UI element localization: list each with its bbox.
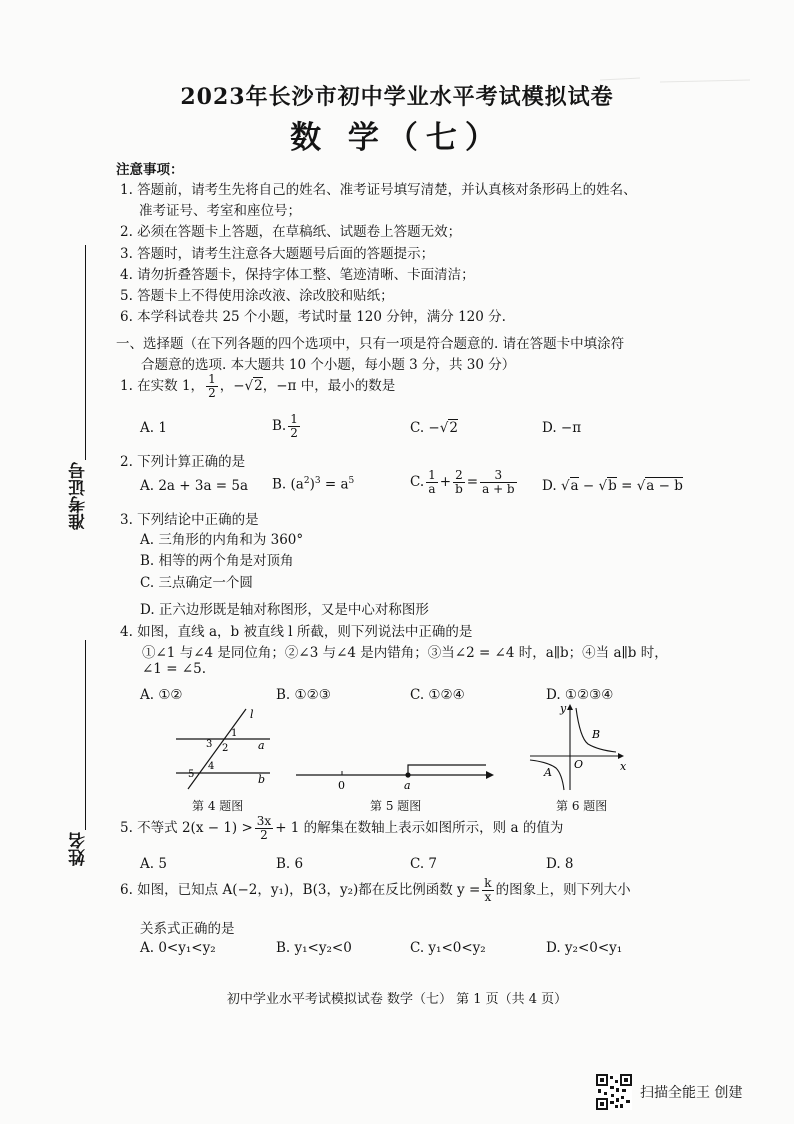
q2-d-r2: b — [608, 478, 617, 494]
q6-option-b: B. y₁<y₂<0 — [276, 940, 352, 956]
tick-label-a: a — [404, 779, 411, 792]
q1-option-a: A. 1 — [140, 420, 167, 436]
q2-c-d2: b — [455, 482, 463, 496]
sqrt-sign: √ — [560, 478, 570, 494]
angle-label-4: 4 — [208, 761, 215, 772]
q1-fraction — [206, 373, 218, 400]
note-item-1-cont: 准考证号、考室和座位号； — [139, 203, 301, 219]
q5-option-a: A. 5 — [140, 856, 167, 872]
note-item-1: 1. 答题前，请考生先将自己的姓名、准考证号填写清楚，并认真核对条形码上的姓名、 — [120, 182, 637, 198]
sqrt-sign: √ — [636, 478, 646, 494]
axis-label-x: x — [620, 760, 627, 773]
q2-b-exp1: 2 — [303, 476, 310, 486]
q2-d-minus: − — [578, 478, 599, 494]
arrow-icon — [486, 771, 494, 779]
note-item-2: 2. 必须在答题卡上答题，在草稿纸、试题卷上答题无效； — [120, 224, 462, 240]
q3-option-c: C. 三点确定一个圆 — [140, 575, 253, 591]
q2-b-eq: = a — [320, 476, 349, 493]
note-item-3: 3. 答题时，请考生注意各大题题号后面的答题提示； — [120, 246, 435, 262]
note-item-6: 6. 本学科试卷共 25 个小题，考试时量 120 分钟，满分 120 分. — [120, 309, 506, 325]
q2-c-n3: 3 — [480, 469, 517, 483]
q1-stem — [120, 372, 395, 400]
q4-option-a: A. ①② — [140, 687, 183, 703]
name-label: 姓名 — [69, 832, 89, 866]
exam-id-underline — [85, 245, 86, 460]
q4-option-b: B. ①②③ — [276, 687, 331, 703]
q5-frac-den: 2 — [260, 828, 268, 842]
q5-fraction — [255, 815, 273, 842]
q2-c-d1: a — [428, 482, 436, 496]
q5-option-d: D. 8 — [546, 856, 574, 872]
q5-stem — [120, 814, 563, 842]
solution-ray — [408, 765, 486, 775]
q5-option-b: B. 6 — [276, 856, 304, 872]
q5-frac-num: 3x — [256, 814, 272, 828]
q2-d-r1: a — [570, 478, 579, 494]
section1-line1: 一、选择题（在下列各题的四个选项中，只有一项是符合题意的. 请在答题卡中填涂符 — [116, 336, 625, 352]
y-axis-arrow-icon — [567, 704, 573, 710]
q1-c-prefix: C. − — [410, 420, 440, 436]
page-subtitle: 数 学（七） — [290, 120, 504, 156]
q2-c-prefix: C. — [410, 474, 425, 490]
sqrt-sign: √ — [598, 478, 608, 494]
q2-b-exp2: 3 — [314, 476, 321, 486]
figure-4-caption: 第 4 题图 — [192, 799, 244, 813]
point-label-b: B — [592, 728, 601, 741]
q6-option-d: D. y₂<0<y₁ — [546, 940, 623, 956]
x-axis-arrow-icon — [618, 753, 624, 759]
qr-code-icon — [596, 1074, 632, 1110]
label-b: b — [258, 773, 266, 786]
q2-c-frac3 — [480, 469, 517, 496]
q2-c-frac1 — [426, 469, 438, 496]
point-label-a: A — [544, 766, 552, 779]
q1-b-den: 2 — [290, 426, 298, 440]
q2-d-prefix: D. — [542, 478, 561, 494]
q6-option-a: A. 0<y₁<y₂ — [140, 940, 216, 956]
label-a: a — [258, 739, 265, 752]
q2-c-n1: 1 — [428, 468, 436, 482]
name-underline — [85, 640, 86, 830]
section1-line2: 合题意的选项. 本大题共 10 个小题，每小题 3 分，共 30 分） — [141, 357, 516, 373]
q1-c-radicand: 2 — [449, 420, 458, 436]
q3-option-d: D. 正六边形既是轴对称图形，又是中心对称图形 — [140, 602, 429, 618]
q2-c-n2: 2 — [453, 469, 465, 483]
q4-option-d: D. ①②③④ — [546, 687, 614, 703]
q6-fraction — [482, 877, 493, 904]
axis-label-y: y — [560, 702, 567, 715]
q2-b-exp3: 5 — [348, 476, 355, 486]
q6-stem-2: 关系式正确的是 — [140, 921, 235, 937]
angle-label-2: 2 — [222, 743, 229, 754]
q3-option-b: B. 相等的两个角是对顶角 — [140, 553, 294, 569]
scanner-watermark: 扫描全能王 创建 — [640, 1085, 743, 1101]
angle-label-5: 5 — [188, 769, 195, 780]
q2-option-d — [542, 478, 683, 494]
q6-frac-den: x — [484, 890, 492, 904]
q6-option-c: C. y₁<0<y₂ — [410, 940, 486, 956]
q5-option-c: C. 7 — [410, 856, 438, 872]
note-item-5: 5. 答题卡上不得使用涂改液、涂改胶和贴纸； — [120, 288, 394, 304]
q1-b-fraction — [288, 413, 300, 440]
q6-stem-b: 的图象上，则下列大小 — [495, 882, 631, 898]
q2-c-eq: = — [466, 474, 479, 490]
q2-option-b — [272, 476, 354, 493]
q1-option-b — [272, 412, 302, 440]
q1-stem-a: 1. 在实数 1， — [120, 378, 205, 394]
q2-option-a: A. 2a + 3a = 5a — [140, 478, 249, 494]
q1-radicand: 2 — [254, 378, 263, 394]
tick-label-zero: 0 — [338, 779, 345, 792]
q2-b-prefix: B. (a — [272, 476, 304, 493]
notes-heading: 注意事项： — [116, 162, 184, 178]
sqrt-sign: √ — [439, 420, 449, 436]
figure-5 — [290, 745, 500, 793]
origin-label: O — [574, 758, 584, 771]
solid-point — [405, 772, 410, 777]
sqrt-sign: √ — [244, 378, 254, 394]
q3-stem: 3. 下列结论中正确的是 — [120, 512, 259, 528]
q1-frac-den: 2 — [208, 386, 216, 400]
q5-stem-a: 5. 不等式 2(x − 1) > — [120, 820, 253, 836]
q6-frac-num: k — [484, 876, 492, 890]
q4-stem-3: ∠1 = ∠5. — [142, 661, 206, 677]
q1-b-num: 1 — [290, 412, 298, 426]
q4-stem: 4. 如图，直线 a，b 被直线 l 所截，则下列说法中正确的是 — [120, 624, 473, 640]
q4-option-c: C. ①②④ — [410, 687, 465, 703]
figure-6 — [526, 700, 631, 792]
figure-5-caption: 第 5 题图 — [370, 799, 422, 813]
q2-c-plus: + — [439, 474, 452, 490]
angle-label-1: 1 — [231, 728, 238, 739]
q4-stem-2: ①∠1 与∠4 是同位角；②∠3 与∠4 是内错角；③当∠2 = ∠4 时，a∥b；④当 a∥b 时， — [142, 645, 668, 661]
q3-option-a: A. 三角形的内角和为 360° — [140, 532, 304, 548]
q2-stem: 2. 下列计算正确的是 — [120, 454, 246, 470]
q1-stem-c: ，−π 中，最小的数是 — [262, 378, 396, 394]
q2-c-frac2 — [453, 469, 465, 496]
q1-frac-num: 1 — [208, 372, 216, 386]
q1-b-prefix: B. — [272, 418, 287, 434]
q2-b-mid: ) — [309, 476, 315, 493]
q2-d-r3: a − b — [646, 478, 683, 494]
q1-option-d: D. −π — [542, 420, 582, 436]
figure-4 — [170, 705, 282, 790]
angle-label-3: 3 — [206, 739, 213, 750]
note-item-4: 4. 请勿折叠答题卡，保持字体工整、笔迹清晰、卡面清洁； — [120, 267, 475, 283]
exam-id-label: 准考证号 — [69, 462, 89, 530]
q2-c-d3: a + b — [482, 482, 515, 496]
line-l — [188, 709, 246, 789]
q5-stem-b: + 1 的解集在数轴上表示如图所示，则 a 的值为 — [275, 820, 564, 836]
page-footer: 初中学业水平考试模拟试卷 数学（七） 第 1 页（共 4 页） — [226, 992, 568, 1007]
q2-d-eq: = — [616, 478, 637, 494]
q6-stem — [120, 876, 631, 904]
figure-6-caption: 第 6 题图 — [556, 799, 608, 813]
label-l: l — [250, 708, 254, 721]
page-title: 2023年长沙市初中学业水平考试模拟试卷 — [180, 84, 614, 110]
q2-option-c — [410, 468, 519, 496]
q6-stem-a: 6. 如图，已知点 A(−2，y₁)，B(3，y₂)都在反比例函数 y = — [120, 882, 481, 898]
q1-option-c — [410, 420, 458, 436]
q1-stem-b: ，− — [219, 378, 245, 394]
